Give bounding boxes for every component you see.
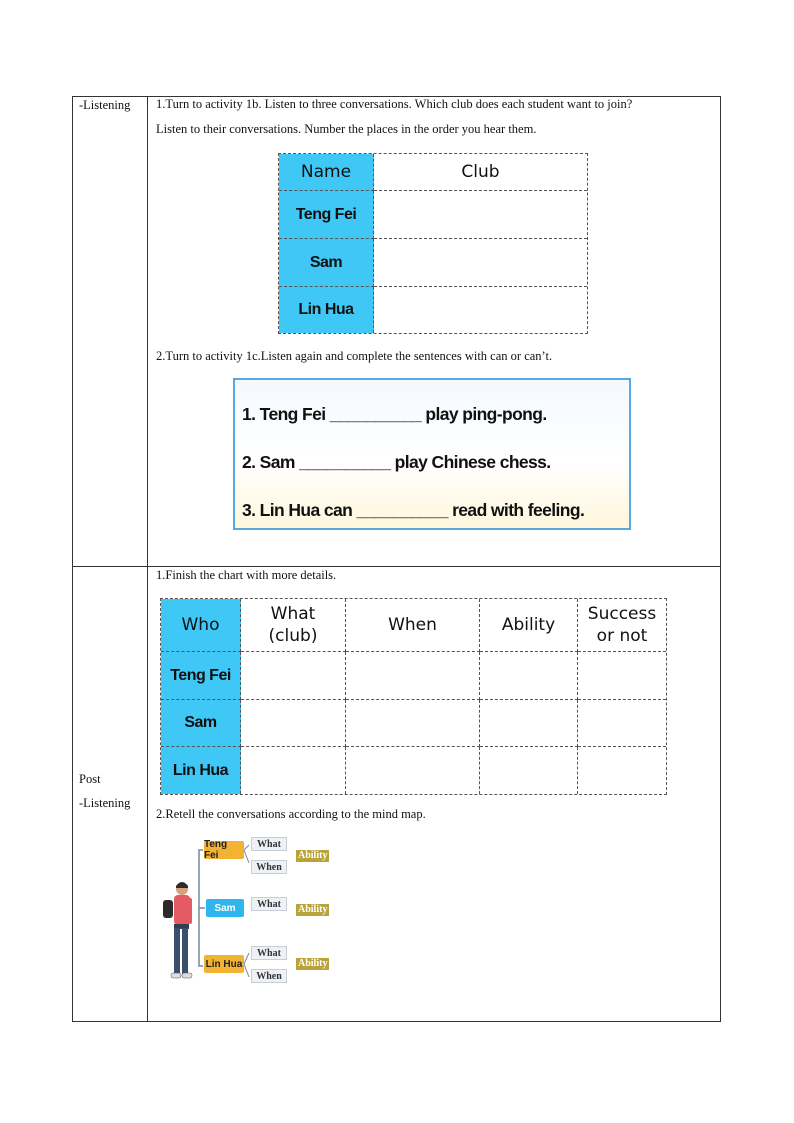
student-figure-icon	[163, 882, 192, 978]
fill-in-box	[233, 378, 631, 530]
stage-post-listening: -Listening	[79, 796, 131, 810]
club-table	[278, 153, 588, 334]
task1-instruction: 1.Turn to activity 1b. Listen to three conversations. Which club does each student want to join?	[156, 97, 633, 111]
task2-instruction: 2.Turn to activity 1c.Listen again and complete the sentences with can or can’t.	[156, 349, 553, 363]
name-cell: Lin Hua	[279, 287, 374, 333]
mindmap-what: What	[251, 946, 287, 960]
mindmap-person-tag: Teng Fei	[204, 841, 244, 859]
post-task1-instruction: 1.Finish the chart with more details.	[156, 568, 337, 582]
row-name: Teng Fei	[161, 652, 241, 700]
club-answer-cell[interactable]	[374, 239, 587, 287]
club-answer-cell[interactable]	[374, 287, 587, 333]
mindmap-what: What	[251, 837, 287, 851]
chart-cell[interactable]	[346, 747, 480, 794]
details-chart	[160, 598, 667, 795]
chart-cell[interactable]	[241, 652, 346, 700]
stage-post-label: Post	[79, 772, 101, 786]
chart-cell[interactable]	[578, 700, 666, 747]
name-cell: Teng Fei	[279, 191, 374, 239]
row-name: Sam	[161, 700, 241, 747]
chart-cell[interactable]	[480, 700, 578, 747]
header-club: Club	[374, 154, 587, 191]
mindmap-person-tag: Lin Hua	[204, 955, 244, 973]
fill-sentence: 1. Teng Fei __________ play ping-pong.	[242, 404, 547, 424]
mindmap-when: When	[251, 969, 287, 983]
mindmap-ability: Ability	[298, 850, 328, 861]
post-task2-instruction: 2.Retell the conversations according to the mind map.	[156, 807, 426, 821]
header-what: What (club)	[241, 599, 346, 652]
mind-map	[155, 828, 345, 990]
fill-sentence: 2. Sam __________ play Chinese chess.	[242, 452, 551, 472]
row-name: Lin Hua	[161, 747, 241, 794]
chart-cell[interactable]	[480, 652, 578, 700]
mindmap-ability: Ability	[298, 958, 328, 969]
chart-cell[interactable]	[480, 747, 578, 794]
column-divider	[147, 96, 148, 1022]
name-cell: Sam	[279, 239, 374, 287]
mindmap-person-tag: Sam	[206, 899, 244, 917]
header-when: When	[346, 599, 480, 652]
row-divider	[72, 566, 721, 567]
mindmap-ability: Ability	[298, 904, 328, 915]
header-success: Success or not	[578, 599, 666, 652]
header-name: Name	[279, 154, 374, 191]
chart-cell[interactable]	[578, 652, 666, 700]
mindmap-when: When	[251, 860, 287, 874]
chart-cell[interactable]	[346, 700, 480, 747]
header-ability: Ability	[480, 599, 578, 652]
chart-cell[interactable]	[578, 747, 666, 794]
club-answer-cell[interactable]	[374, 191, 587, 239]
stage-while-listening: -Listening	[79, 98, 131, 112]
chart-cell[interactable]	[241, 700, 346, 747]
mindmap-what: What	[251, 897, 287, 911]
header-who: Who	[161, 599, 241, 652]
fill-sentence: 3. Lin Hua can __________ read with feeling.	[242, 500, 585, 520]
chart-cell[interactable]	[241, 747, 346, 794]
task1-instruction-2: Listen to their conversations. Number the places in the order you hear them.	[156, 122, 537, 136]
chart-cell[interactable]	[346, 652, 480, 700]
